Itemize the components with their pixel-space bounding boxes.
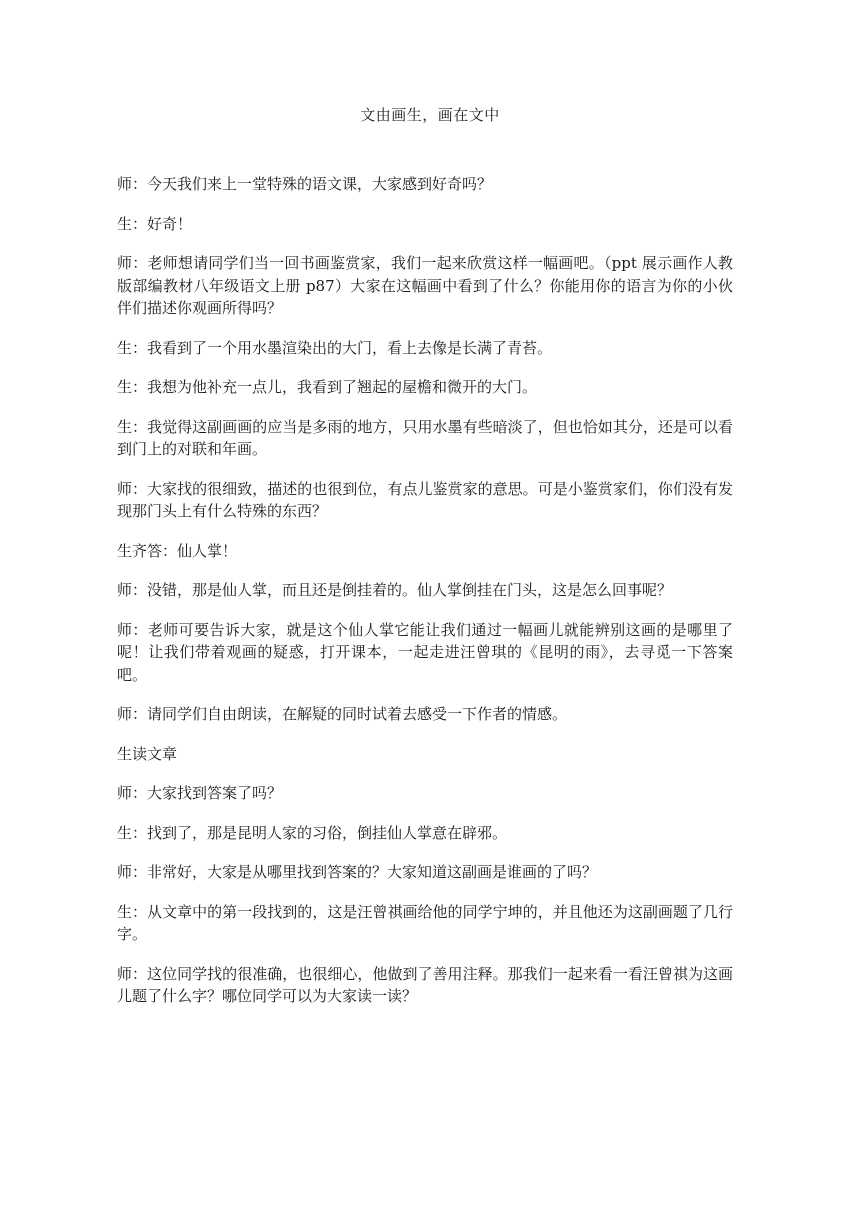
paragraph: 师：请同学们自由朗读，在解疑的同时试着去感受一下作者的情感。 — [117, 705, 568, 723]
paragraph: 生：好奇！ — [117, 214, 193, 233]
document-title: 文由画生，画在文中 — [360, 106, 500, 124]
paragraph: 师：老师可要告诉大家，就是这个仙人掌它能让我们通过一幅画儿就能辨别这画的是哪里了呢！让我们带着观画的疑惑，打开课本，一起走进汪曾琪的《昆明的雨》，去寻觅一下答案吧。 — [117, 620, 733, 684]
paragraph: 生：我觉得这副画画的应当是多雨的地方，只用水墨有些暗淡了，但也恰如其分，还是可以看到门上的对联和年画。 — [117, 417, 733, 458]
paragraph: 师：今天我们来上一堂特殊的语文课，大家感到好奇吗？ — [117, 175, 493, 193]
paragraph: 生齐答：仙人掌！ — [117, 541, 238, 560]
paragraph: 师：大家找的很细致，描述的也很到位，有点儿鉴赏家的意思。可是小鉴赏家们，你们没有发现那门头上有什么特殊的东西？ — [117, 479, 733, 520]
paragraph: 师：老师想请同学们当一回书画鉴赏家，我们一起来欣赏这样一幅画吧。（ppt 展示画作人教版部编教材八年级语文上册 p87）大家在这幅画中看到了什么？你能用你的语言为你的小伙伴们描述你观画所得吗？ — [117, 254, 733, 317]
paragraph: 师：非常好，大家是从哪里找到答案的？大家知道这副画是谁画的了吗？ — [117, 863, 598, 881]
paragraph: 师：大家找到答案了吗？ — [117, 784, 283, 802]
paragraph: 生：从文章中的第一段找到的，这是汪曾祺画给他的同学宁坤的，并且他还为这副画题了几行字。 — [117, 902, 733, 943]
paragraph: 师：这位同学找的很准确，也很细心，他做到了善用注释。那我们一起来看一看汪曾祺为这画儿题了什么字？哪位同学可以为大家读一读？ — [117, 964, 733, 1005]
paragraph: 生读文章 — [117, 744, 178, 763]
paragraph: 生：我想为他补充一点儿，我看到了翘起的屋檐和微开的大门。 — [117, 378, 538, 396]
paragraph: 生：找到了，那是昆明人家的习俗，倒挂仙人掌意在辟邪。 — [117, 823, 508, 842]
paragraph: 师：没错，那是仙人掌，而且还是倒挂着的。仙人掌倒挂在门头，这是怎么回事呢？ — [117, 581, 673, 599]
document-body — [117, 173, 733, 1025]
paragraph: 生：我看到了一个用水墨渲染出的大门，看上去像是长满了青苔。 — [117, 338, 553, 357]
